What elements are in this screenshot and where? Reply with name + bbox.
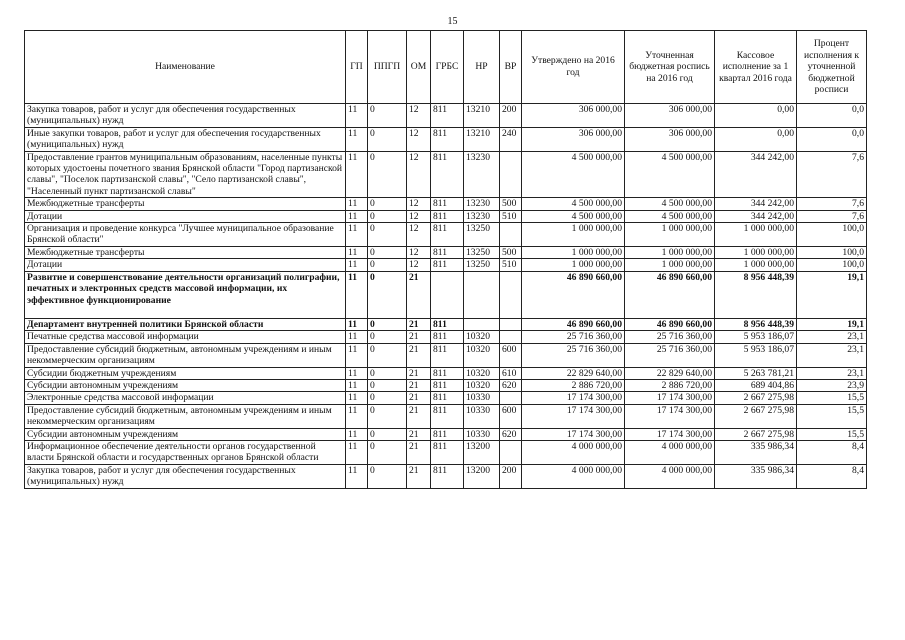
cell-vr xyxy=(500,392,522,404)
cell-percent: 23,9 xyxy=(797,379,867,391)
cell-vr: 510 xyxy=(500,259,522,271)
cell-vr: 500 xyxy=(500,198,522,210)
cell-percent: 7,6 xyxy=(797,210,867,222)
cell-cash: 1 000 000,00 xyxy=(715,223,797,247)
cell-grbs xyxy=(431,271,464,318)
cell-revised: 22 829 640,00 xyxy=(625,367,715,379)
cell-percent: 15,5 xyxy=(797,428,867,440)
page-number: 15 xyxy=(447,16,458,27)
cell-cash: 5 953 186,07 xyxy=(715,343,797,367)
cell-vr: 200 xyxy=(500,464,522,488)
table-row xyxy=(25,318,867,330)
cell-name: Закупка товаров, работ и услуг для обеспечения государственных (муниципальных) нужд xyxy=(25,464,346,488)
cell-revised: 4 000 000,00 xyxy=(625,440,715,464)
cell-grbs: 811 xyxy=(431,223,464,247)
cell-percent: 19,1 xyxy=(797,318,867,330)
budget-table xyxy=(24,30,867,489)
cell-nr: 13250 xyxy=(464,259,500,271)
cell-gp: 11 xyxy=(346,379,368,391)
cell-gp: 11 xyxy=(346,331,368,343)
cell-cash: 5 263 781,21 xyxy=(715,367,797,379)
cell-gp: 11 xyxy=(346,367,368,379)
table-row xyxy=(25,392,867,404)
table-row xyxy=(25,428,867,440)
cell-gp: 11 xyxy=(346,464,368,488)
cell-name: Дотации xyxy=(25,259,346,271)
cell-om: 12 xyxy=(407,210,431,222)
cell-gp: 11 xyxy=(346,259,368,271)
cell-vr: 500 xyxy=(500,246,522,258)
cell-revised: 25 716 360,00 xyxy=(625,331,715,343)
cell-approved: 17 174 300,00 xyxy=(522,392,625,404)
cell-name: Субсидии бюджетным учреждениям xyxy=(25,367,346,379)
cell-grbs: 811 xyxy=(431,151,464,198)
cell-percent: 15,5 xyxy=(797,404,867,428)
cell-grbs: 811 xyxy=(431,198,464,210)
cell-approved: 4 500 000,00 xyxy=(522,151,625,198)
col-header-name: Наименование xyxy=(25,31,346,104)
cell-nr: 13230 xyxy=(464,151,500,198)
table-row xyxy=(25,151,867,198)
cell-om: 12 xyxy=(407,223,431,247)
table-row xyxy=(25,198,867,210)
cell-approved: 306 000,00 xyxy=(522,104,625,128)
cell-nr: 13210 xyxy=(464,127,500,151)
col-header-nr: НР xyxy=(464,31,500,104)
cell-approved: 4 000 000,00 xyxy=(522,464,625,488)
cell-cash: 1 000 000,00 xyxy=(715,246,797,258)
cell-revised: 4 000 000,00 xyxy=(625,464,715,488)
cell-vr xyxy=(500,271,522,318)
col-header-vr: ВР xyxy=(500,31,522,104)
cell-approved: 1 000 000,00 xyxy=(522,246,625,258)
cell-approved: 4 000 000,00 xyxy=(522,440,625,464)
col-header-om: ОМ xyxy=(407,31,431,104)
cell-nr: 13250 xyxy=(464,223,500,247)
cell-ppgp: 0 xyxy=(368,440,407,464)
cell-grbs: 811 xyxy=(431,392,464,404)
cell-name: Электронные средства массовой информации xyxy=(25,392,346,404)
table-row xyxy=(25,210,867,222)
cell-gp: 11 xyxy=(346,271,368,318)
cell-ppgp: 0 xyxy=(368,392,407,404)
cell-name: Департамент внутренней политики Брянской области xyxy=(25,318,346,330)
cell-name: Предоставление грантов муниципальным образованиям, населенные пункты которых удостоены почетного звания Брянской области "Город партизанской славы", "Поселок партизанской славы", "Село партизанской славы", "Населенный пункт партизанской славы" xyxy=(25,151,346,198)
cell-nr: 10320 xyxy=(464,367,500,379)
cell-percent: 23,1 xyxy=(797,331,867,343)
cell-nr: 13230 xyxy=(464,198,500,210)
cell-nr: 10320 xyxy=(464,379,500,391)
cell-ppgp: 0 xyxy=(368,104,407,128)
cell-percent: 100,0 xyxy=(797,246,867,258)
cell-approved: 306 000,00 xyxy=(522,127,625,151)
cell-revised: 17 174 300,00 xyxy=(625,392,715,404)
table-row xyxy=(25,246,867,258)
cell-approved: 17 174 300,00 xyxy=(522,428,625,440)
cell-vr xyxy=(500,151,522,198)
table-row xyxy=(25,367,867,379)
table-row xyxy=(25,343,867,367)
cell-nr: 10330 xyxy=(464,404,500,428)
table-row xyxy=(25,464,867,488)
cell-ppgp: 0 xyxy=(368,343,407,367)
cell-nr: 13200 xyxy=(464,464,500,488)
cell-om: 12 xyxy=(407,104,431,128)
cell-om: 12 xyxy=(407,151,431,198)
cell-grbs: 811 xyxy=(431,104,464,128)
cell-revised: 46 890 660,00 xyxy=(625,318,715,330)
cell-grbs: 811 xyxy=(431,367,464,379)
cell-ppgp: 0 xyxy=(368,271,407,318)
cell-cash: 335 986,34 xyxy=(715,464,797,488)
cell-vr xyxy=(500,331,522,343)
cell-ppgp: 0 xyxy=(368,367,407,379)
cell-percent: 0,0 xyxy=(797,127,867,151)
cell-name: Предоставление субсидий бюджетным, автономным учреждениям и иным некоммерческим организациям xyxy=(25,404,346,428)
cell-grbs: 811 xyxy=(431,464,464,488)
cell-nr: 10320 xyxy=(464,343,500,367)
col-header-percent: Процент исполнения к уточненной бюджетной росписи xyxy=(797,31,867,104)
cell-ppgp: 0 xyxy=(368,223,407,247)
cell-nr: 10330 xyxy=(464,392,500,404)
cell-grbs: 811 xyxy=(431,210,464,222)
table-row xyxy=(25,259,867,271)
cell-approved: 4 500 000,00 xyxy=(522,198,625,210)
cell-revised: 306 000,00 xyxy=(625,127,715,151)
cell-ppgp: 0 xyxy=(368,464,407,488)
cell-nr: 13200 xyxy=(464,440,500,464)
cell-om: 21 xyxy=(407,379,431,391)
cell-om: 21 xyxy=(407,440,431,464)
cell-nr: 13230 xyxy=(464,210,500,222)
cell-nr xyxy=(464,271,500,318)
table-row xyxy=(25,379,867,391)
cell-nr: 13250 xyxy=(464,246,500,258)
cell-ppgp: 0 xyxy=(368,127,407,151)
cell-cash: 2 667 275,98 xyxy=(715,428,797,440)
cell-percent: 7,6 xyxy=(797,198,867,210)
cell-cash: 0,00 xyxy=(715,104,797,128)
cell-approved: 1 000 000,00 xyxy=(522,223,625,247)
table-row xyxy=(25,223,867,247)
col-header-gp: ГП xyxy=(346,31,368,104)
cell-nr: 13210 xyxy=(464,104,500,128)
cell-grbs: 811 xyxy=(431,246,464,258)
table-body xyxy=(25,104,867,489)
table-row xyxy=(25,271,867,318)
col-header-cash: Кассовое исполнение за 1 квартал 2016 года xyxy=(715,31,797,104)
cell-vr: 620 xyxy=(500,379,522,391)
table-header-row xyxy=(25,31,867,104)
cell-gp: 11 xyxy=(346,392,368,404)
cell-approved: 46 890 660,00 xyxy=(522,271,625,318)
cell-gp: 11 xyxy=(346,343,368,367)
cell-percent: 8,4 xyxy=(797,440,867,464)
cell-grbs: 811 xyxy=(431,259,464,271)
cell-cash: 689 404,86 xyxy=(715,379,797,391)
cell-gp: 11 xyxy=(346,223,368,247)
cell-vr: 240 xyxy=(500,127,522,151)
cell-gp: 11 xyxy=(346,404,368,428)
cell-percent: 7,6 xyxy=(797,151,867,198)
cell-grbs: 811 xyxy=(431,331,464,343)
cell-revised: 1 000 000,00 xyxy=(625,223,715,247)
cell-ppgp: 0 xyxy=(368,210,407,222)
table-row xyxy=(25,404,867,428)
cell-name: Дотации xyxy=(25,210,346,222)
cell-cash: 2 667 275,98 xyxy=(715,392,797,404)
cell-revised: 4 500 000,00 xyxy=(625,151,715,198)
cell-ppgp: 0 xyxy=(368,428,407,440)
cell-revised: 1 000 000,00 xyxy=(625,246,715,258)
cell-cash: 344 242,00 xyxy=(715,198,797,210)
cell-percent: 8,4 xyxy=(797,464,867,488)
cell-vr: 610 xyxy=(500,367,522,379)
cell-approved: 4 500 000,00 xyxy=(522,210,625,222)
cell-vr: 600 xyxy=(500,404,522,428)
cell-om: 12 xyxy=(407,259,431,271)
cell-om: 12 xyxy=(407,127,431,151)
cell-cash: 344 242,00 xyxy=(715,210,797,222)
cell-grbs: 811 xyxy=(431,343,464,367)
cell-revised: 4 500 000,00 xyxy=(625,210,715,222)
cell-ppgp: 0 xyxy=(368,318,407,330)
table-row xyxy=(25,440,867,464)
cell-revised: 2 886 720,00 xyxy=(625,379,715,391)
cell-revised: 1 000 000,00 xyxy=(625,259,715,271)
cell-approved: 22 829 640,00 xyxy=(522,367,625,379)
cell-gp: 11 xyxy=(346,428,368,440)
cell-ppgp: 0 xyxy=(368,259,407,271)
cell-nr xyxy=(464,318,500,330)
cell-name: Печатные средства массовой информации xyxy=(25,331,346,343)
cell-vr: 620 xyxy=(500,428,522,440)
cell-gp: 11 xyxy=(346,198,368,210)
cell-nr: 10330 xyxy=(464,428,500,440)
cell-ppgp: 0 xyxy=(368,404,407,428)
col-header-ppgp: ППГП xyxy=(368,31,407,104)
cell-gp: 11 xyxy=(346,210,368,222)
cell-revised: 17 174 300,00 xyxy=(625,404,715,428)
cell-vr: 510 xyxy=(500,210,522,222)
cell-ppgp: 0 xyxy=(368,151,407,198)
col-header-revised: Уточненная бюджетная роспись на 2016 год xyxy=(625,31,715,104)
cell-cash: 5 953 186,07 xyxy=(715,331,797,343)
cell-om: 21 xyxy=(407,392,431,404)
cell-grbs: 811 xyxy=(431,404,464,428)
cell-grbs: 811 xyxy=(431,428,464,440)
cell-revised: 17 174 300,00 xyxy=(625,428,715,440)
cell-om: 21 xyxy=(407,271,431,318)
cell-cash: 335 986,34 xyxy=(715,440,797,464)
cell-revised: 4 500 000,00 xyxy=(625,198,715,210)
cell-approved: 25 716 360,00 xyxy=(522,343,625,367)
cell-revised: 25 716 360,00 xyxy=(625,343,715,367)
col-header-approved: Утверждено на 2016 год xyxy=(522,31,625,104)
cell-om: 21 xyxy=(407,318,431,330)
cell-cash: 0,00 xyxy=(715,127,797,151)
cell-gp: 11 xyxy=(346,104,368,128)
cell-ppgp: 0 xyxy=(368,331,407,343)
cell-cash: 2 667 275,98 xyxy=(715,404,797,428)
cell-gp: 11 xyxy=(346,440,368,464)
cell-cash: 8 956 448,39 xyxy=(715,318,797,330)
cell-om: 12 xyxy=(407,246,431,258)
cell-percent: 23,1 xyxy=(797,343,867,367)
cell-name: Закупка товаров, работ и услуг для обеспечения государственных (муниципальных) нужд xyxy=(25,104,346,128)
cell-grbs: 811 xyxy=(431,318,464,330)
cell-percent: 23,1 xyxy=(797,367,867,379)
cell-name: Предоставление субсидий бюджетным, автономным учреждениям и иным некоммерческим организациям xyxy=(25,343,346,367)
cell-om: 21 xyxy=(407,404,431,428)
cell-name: Информационное обеспечение деятельности органов государственной власти Брянской области и государственных органов Брянской области xyxy=(25,440,346,464)
cell-ppgp: 0 xyxy=(368,379,407,391)
cell-name: Развитие и совершенствование деятельности организаций полиграфии, печатных и электронных средств массовой информации, их эффективное функционирование xyxy=(25,271,346,318)
cell-cash: 8 956 448,39 xyxy=(715,271,797,318)
cell-approved: 2 886 720,00 xyxy=(522,379,625,391)
cell-ppgp: 0 xyxy=(368,198,407,210)
cell-ppgp: 0 xyxy=(368,246,407,258)
cell-om: 21 xyxy=(407,343,431,367)
table-row xyxy=(25,104,867,128)
cell-name: Субсидии автономным учреждениям xyxy=(25,428,346,440)
cell-vr: 600 xyxy=(500,343,522,367)
cell-name: Межбюджетные трансферты xyxy=(25,246,346,258)
cell-approved: 1 000 000,00 xyxy=(522,259,625,271)
cell-om: 21 xyxy=(407,331,431,343)
cell-grbs: 811 xyxy=(431,127,464,151)
cell-grbs: 811 xyxy=(431,379,464,391)
cell-vr xyxy=(500,440,522,464)
cell-name: Субсидии автономным учреждениям xyxy=(25,379,346,391)
cell-gp: 11 xyxy=(346,151,368,198)
cell-percent: 100,0 xyxy=(797,259,867,271)
cell-name: Организация и проведение конкурса "Лучшее муниципальное образование Брянской области" xyxy=(25,223,346,247)
cell-nr: 10320 xyxy=(464,331,500,343)
cell-vr xyxy=(500,223,522,247)
cell-om: 21 xyxy=(407,367,431,379)
cell-om: 21 xyxy=(407,428,431,440)
cell-approved: 46 890 660,00 xyxy=(522,318,625,330)
cell-om: 12 xyxy=(407,198,431,210)
cell-name: Межбюджетные трансферты xyxy=(25,198,346,210)
table-row xyxy=(25,331,867,343)
cell-revised: 306 000,00 xyxy=(625,104,715,128)
cell-cash: 1 000 000,00 xyxy=(715,259,797,271)
cell-percent: 0,0 xyxy=(797,104,867,128)
cell-vr: 200 xyxy=(500,104,522,128)
cell-revised: 46 890 660,00 xyxy=(625,271,715,318)
cell-grbs: 811 xyxy=(431,440,464,464)
cell-gp: 11 xyxy=(346,318,368,330)
cell-percent: 100,0 xyxy=(797,223,867,247)
cell-om: 21 xyxy=(407,464,431,488)
cell-approved: 25 716 360,00 xyxy=(522,331,625,343)
cell-cash: 344 242,00 xyxy=(715,151,797,198)
cell-name: Иные закупки товаров, работ и услуг для обеспечения государственных (муниципальных) нужд xyxy=(25,127,346,151)
cell-approved: 17 174 300,00 xyxy=(522,404,625,428)
table-row xyxy=(25,127,867,151)
col-header-grbs: ГРБС xyxy=(431,31,464,104)
cell-percent: 15,5 xyxy=(797,392,867,404)
cell-gp: 11 xyxy=(346,127,368,151)
cell-gp: 11 xyxy=(346,246,368,258)
cell-percent: 19,1 xyxy=(797,271,867,318)
cell-vr xyxy=(500,318,522,330)
